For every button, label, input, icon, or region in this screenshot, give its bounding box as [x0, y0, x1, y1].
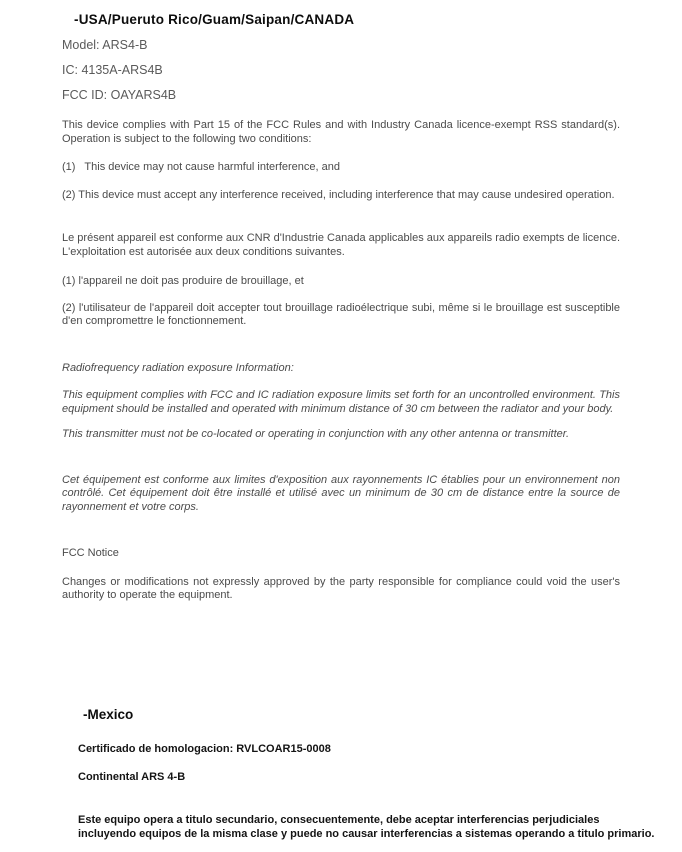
region-heading: -USA/Pueruto Rico/Guam/Saipan/CANADA — [74, 12, 355, 27]
fcc-notice-heading: FCC Notice — [62, 547, 119, 559]
rf-exposure-heading: Radiofrequency radiation exposure Information: — [62, 361, 294, 374]
model-line: Model: ARS4-B — [62, 38, 148, 52]
fcc-notice-body: Changes or modifications not expressly approved by the party responsible for compliance could void the user's authority to operate the equipment. — [62, 575, 620, 601]
cnr-fr-condition-2: (2) l'utilisateur de l'appareil doit accepter tout brouillage radioélectrique subi, même si le brouillage est susceptible d'en compromettre le fonctionnement. — [62, 301, 620, 327]
fcc-id-line: FCC ID: OAYARS4B — [62, 88, 177, 102]
cnr-fr-intro: Le présent appareil est conforme aux CNR d'Industrie Canada applicables aux appareils radio exempts de licence. L'exploitation est autorisée aux deux conditions suivantes. — [62, 232, 620, 258]
mexico-heading: -Mexico — [83, 706, 134, 722]
fcc-part15-condition-2: (2) This device must accept any interference received, including interference that may cause undesired operation. — [62, 188, 615, 201]
ic-line: IC: 4135A-ARS4B — [62, 63, 163, 77]
document-content — [62, 0, 655, 842]
fcc-part15-condition-1: (1) This device may not cause harmful interference, and — [62, 161, 340, 173]
mexico-notice-line-2: incluyendo equipos de la misma clase y puede no causar interferencias a sistemas operando a titulo primario. — [78, 828, 655, 840]
rf-exposure-fr: Cet équipement est conforme aux limites d'exposition aux rayonnements IC établies pour un environnement non contrôlé. Cet équipement doit être installé et utilisé avec un minimum de 30 cm de distance entre la source de rayonnement et votre corps. — [62, 473, 620, 513]
mexico-notice — [78, 813, 670, 842]
mexico-certificate-line: Certificado de homologacion: RVLCOAR15-0008 — [78, 742, 331, 755]
rf-exposure-statement: This equipment complies with FCC and IC radiation exposure limits set forth for an uncontrolled environment. This equipment should be installed and operated with minimum distance of 30 cm between the radiator and your body. — [62, 389, 620, 415]
rf-colocation-statement: This transmitter must not be co-located or operating in conjunction with any other antenna or transmitter. — [62, 428, 570, 440]
fcc-part15-intro: This device complies with Part 15 of the FCC Rules and with Industry Canada licence-exempt RSS standard(s). Operation is subject to the following two conditions: — [62, 119, 620, 145]
mexico-notice-line-1: Este equipo opera a titulo secundario, consecuentemente, debe aceptar interferencias perjudiciales — [78, 813, 600, 826]
mexico-product-line: Continental ARS 4-B — [78, 770, 186, 783]
cnr-fr-condition-1: (1) l'appareil ne doit pas produire de brouillage, et — [62, 275, 304, 287]
